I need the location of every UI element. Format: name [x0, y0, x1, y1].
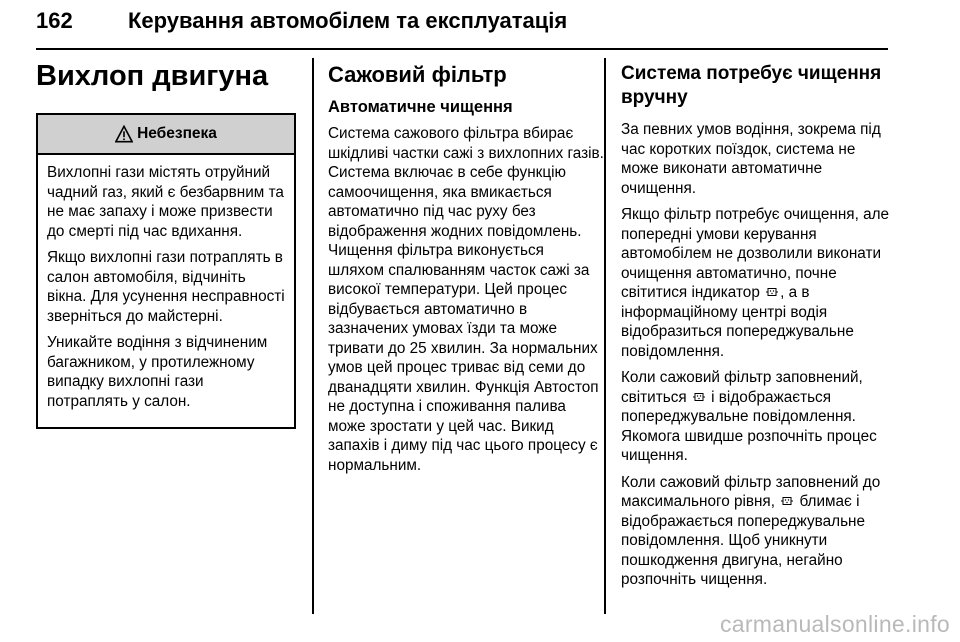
column-divider	[604, 58, 606, 614]
warning-box	[36, 113, 296, 429]
manual-cleaning-paragraph	[621, 368, 897, 466]
paragraph-text: Коли сажовий фільтр заповнений, світиться	[621, 369, 863, 406]
paragraph-text: Якщо фільтр потребує очищення, але попередні умови керування автомобілем не дозволили виконати очищення автоматично, почне світитися індикатор	[621, 206, 890, 301]
column-divider	[312, 58, 314, 614]
particulate-filter-indicator-icon	[781, 495, 793, 507]
auto-cleaning-subheading: Автоматичне чищення	[328, 98, 513, 116]
soot-filter-heading: Сажовий фільтр	[328, 62, 507, 87]
auto-cleaning-paragraph: Система сажового фільтра вбирає шкідливі частки сажі з вихлопних газів. Система включає в себе функцію самоочищення, яка вмикається автоматично під час руху без відображення жодних повідомлень. Чищення фільтра виконується шляхом спалюванням часток сажі за високої температури. Цей процес відбувається автоматично в зазначених умовах їзди та може тривати до 25 хвилин. За нормальних умов цей процес триває від семи до дванадцяти хвилин. Функція Автостоп не доступна і споживання палива може зростати у цей час. Викид запахів і диму під час цього процесу є нормальним.	[328, 125, 604, 474]
header-divider	[36, 48, 888, 50]
paragraph-text: блимає і відображається попереджувальне повідомлення. Щоб уникнути пошкодження двигуна, негайно розпочніть чищення.	[621, 493, 865, 588]
watermark: carmanualsonline.info	[719, 611, 950, 637]
manual-cleaning-heading: Система потребує чищення вручну	[621, 63, 882, 108]
warning-header	[38, 115, 294, 155]
manual-cleaning-paragraph	[621, 473, 897, 590]
page-header	[36, 8, 888, 44]
paragraph-text: Коли сажовий фільтр заповнений до максимального рівня,	[621, 473, 881, 510]
particulate-filter-indicator-icon	[693, 391, 705, 403]
warning-paragraph: Якщо вихлопні гази потраплять в салон автомобіля, відчиніть вікна. Для усунення несправності зверніться до майстерні.	[47, 249, 285, 325]
column-manual-cleaning	[621, 62, 897, 597]
warning-paragraph: Вихлопні гази містять отруйний чадний газ, який є безбарвним та не має запаху і може призвести до смерті під час вдихання.	[47, 164, 284, 240]
paragraph-text: і відображається попереджувальне повідомлення. Якомога швидше розпочніть процес чищення.	[621, 388, 877, 464]
warning-heading: Небезпека	[137, 125, 217, 142]
warning-paragraph: Уникайте водіння з відчиненим багажником, у протилежному випадку вихлопні гази потраплять у салон.	[47, 334, 268, 410]
warning-triangle-icon	[115, 125, 133, 143]
column-soot-filter	[328, 62, 604, 482]
page-number: 162	[36, 8, 73, 33]
chapter-title: Керування автомобілем та експлуатація	[128, 8, 568, 33]
manual-cleaning-paragraph: За певних умов водіння, зокрема під час коротких поїздок, система не може виконати автоматичне очищення.	[621, 121, 881, 197]
paragraph-text: , а в інформаційному центрі водія відобразиться попереджувальне повідомлення.	[621, 284, 854, 360]
manual-cleaning-paragraph	[621, 205, 897, 361]
particulate-filter-indicator-icon	[766, 286, 778, 298]
section-title: Вихлоп двигуна	[36, 60, 269, 92]
